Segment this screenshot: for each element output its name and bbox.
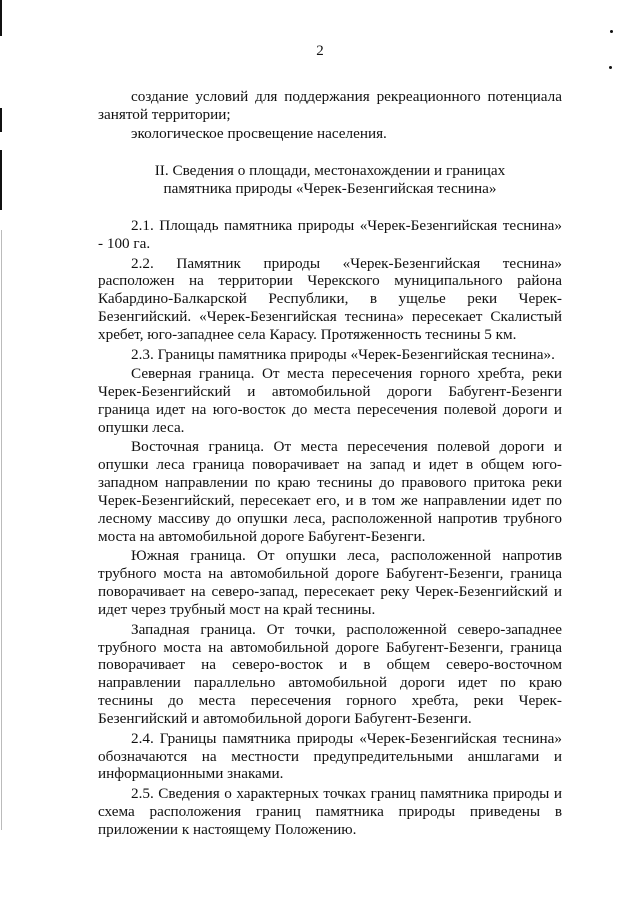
scan-mark-left-1 — [0, 0, 2, 36]
paragraph-2-4-signs: 2.4. Границы памятника природы «Черек-Безенгийская теснина» обозначаются на местности предупредительными аншлагами и информационными знаками. — [98, 729, 562, 783]
scan-mark-right-1 — [610, 30, 613, 33]
paragraph-2-2-location: 2.2. Памятник природы «Черек-Безенгийская теснина» расположен на территории Черекского муниципального района Кабардино-Балкарской Республики, в ущелье реки Черек-Безенгийский. «Черек-Безенгийская теснина» пересекает Скалистый хребет, юго-западнее села Карасу. Протяженность теснины 5 км. — [98, 254, 562, 344]
scan-mark-left-3 — [0, 150, 2, 210]
section-heading-line-1: II. Сведения о площади, местонахождении и границах — [154, 162, 506, 180]
paragraph-2-1-area: 2.1. Площадь памятника природы «Черек-Безенгийская теснина» - 100 га. — [98, 217, 562, 253]
intro-item-recreation: создание условий для поддержания рекреационного потенциала занятой территории; — [98, 88, 562, 123]
paragraph-east-boundary: Восточная граница. От места пересечения полевой дороги и опушки леса граница поворачивает на запад и идет в общем юго-западном направлении по краю теснины до правового притока реки Черек-Безенгийский, пересекает его, и в том же направлении идет по лесному массиву до опушки леса, расположенной напротив трубного моста на автомобильной дороге Бабугент-Безенги. — [98, 438, 562, 545]
paragraph-west-boundary: Западная граница. От точки, расположенной северо-западнее трубного моста на автомобильной дороге Бабугент-Безенги, граница поворачивает на северо-восток и в общем северо-восточном направлении параллельно автомобильной дороги идет по краю теснины до места пересечения горного хребта, реки Черек-Безенгийский и автомобильной дороги Бабугент-Безенги. — [98, 620, 562, 728]
section-heading-line-2: памятника природы «Черек-Безенгийская теснина» — [163, 180, 497, 198]
document-body — [98, 88, 562, 840]
scan-mark-left-2 — [0, 108, 2, 132]
scan-mark-right-2 — [609, 66, 612, 69]
paragraph-south-boundary: Южная граница. От опушки леса, расположенной напротив трубного моста на автомобильной дороге Бабугент-Безенги, граница поворачивает на северо-запад, пересекает реку Черек-Безенгийский и идет через трубный мост на край теснины. — [98, 547, 562, 619]
paragraph-2-5-appendix: 2.5. Сведения о характерных точках границ памятника природы и схема расположения границ памятника природы приведены в приложении к настоящему Положению. — [98, 784, 562, 838]
section-heading — [98, 162, 562, 198]
paragraph-north-boundary: Северная граница. От места пересечения горного хребта, реки Черек-Безенгийский и автомобильной дороги Бабугент-Безенги граница идет на юго-восток до места пересечения полевой дороги и опушки леса. — [98, 365, 562, 436]
paragraph-2-3-boundaries: 2.3. Границы памятника природы «Черек-Безенгийская теснина». — [131, 345, 555, 363]
intro-item-education: экологическое просвещение населения. — [131, 125, 387, 143]
page-number: 2 — [316, 43, 324, 59]
scan-mark-left-4 — [1, 230, 2, 830]
